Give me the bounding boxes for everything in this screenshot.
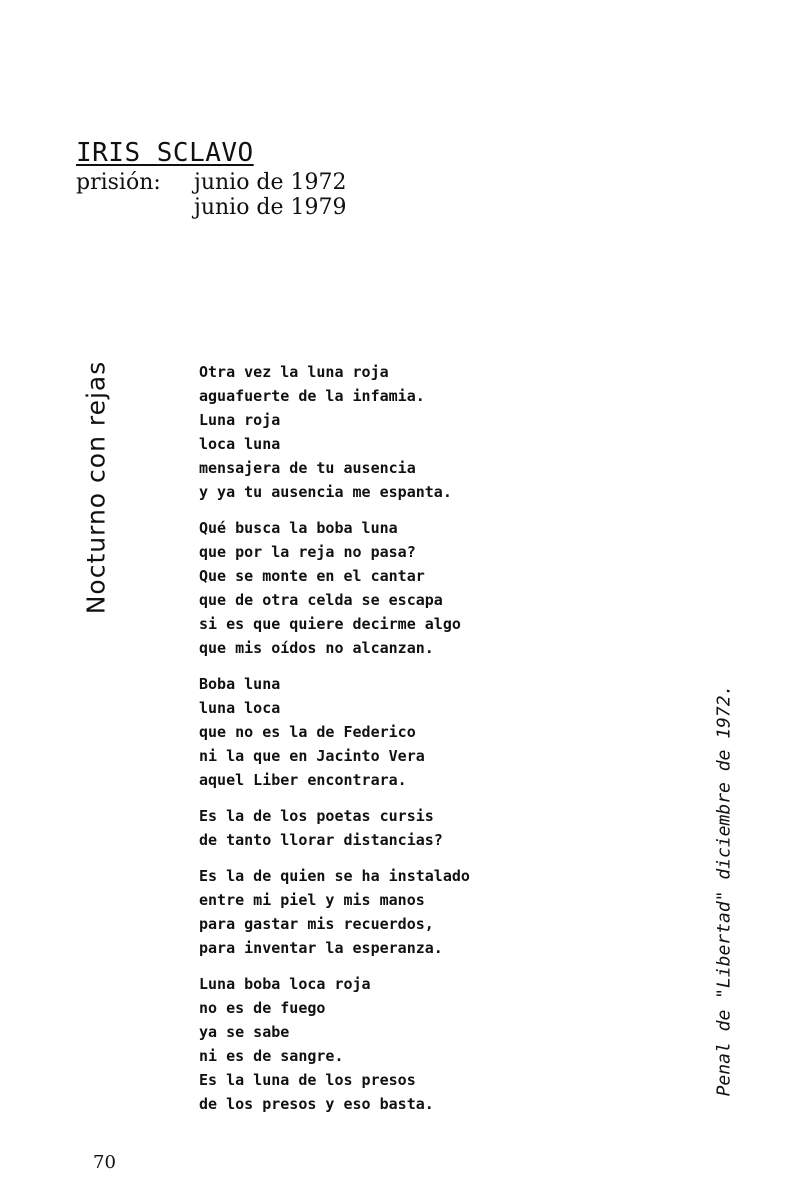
poem-body <box>199 360 669 1128</box>
author-name: IRIS SCLAVO <box>76 138 254 168</box>
poem-line: aguafuerte de la infamia. <box>199 387 425 405</box>
poem-line: Es la de los poetas cursis <box>199 807 434 825</box>
page-number: 70 <box>93 1152 116 1173</box>
poem-line: mensajera de tu ausencia <box>199 459 416 477</box>
stanza-2 <box>199 516 669 660</box>
stanza-1 <box>199 360 669 504</box>
stanza-4 <box>199 804 669 852</box>
poem-line: de tanto llorar distancias? <box>199 831 443 849</box>
poem-line: Luna boba loca roja <box>199 975 371 993</box>
poem-line: Es la luna de los presos <box>199 1071 416 1089</box>
poem-line: que no es la de Federico <box>199 723 416 741</box>
poem-line: entre mi piel y mis manos <box>199 891 425 909</box>
poem-line: ni la que en Jacinto Vera <box>199 747 425 765</box>
side-note <box>704 655 744 1125</box>
poem-line: Luna roja <box>199 411 281 429</box>
poem-line: y ya tu ausencia me espanta. <box>199 483 452 501</box>
prison-label: prisión: <box>76 170 161 195</box>
poem-line: para inventar la esperanza. <box>199 939 443 957</box>
poem-line: ya se sabe <box>199 1023 290 1041</box>
poem-line: ni es de sangre. <box>199 1047 344 1065</box>
stanza-5 <box>199 864 669 960</box>
prison-dates-block <box>76 170 347 220</box>
poem-title <box>74 356 118 618</box>
poem-line: Qué busca la boba luna <box>199 519 398 537</box>
side-note-text: Penal de "Libertad" diciembre de 1972. <box>713 684 735 1096</box>
poem-line: que mis oídos no alcanzan. <box>199 639 434 657</box>
prison-row-end <box>76 195 347 220</box>
author-header <box>76 138 396 168</box>
poem-title-text: Nocturno con rejas <box>81 360 111 614</box>
poem-line: si es que quiere decirme algo <box>199 615 461 633</box>
prison-date-end: junio de 1979 <box>194 195 347 220</box>
stanza-3 <box>199 672 669 792</box>
poem-line: Que se monte en el cantar <box>199 567 425 585</box>
poem-line: Es la de quien se ha instalado <box>199 867 470 885</box>
poem-line: que por la reja no pasa? <box>199 543 416 561</box>
prison-row-start <box>76 170 347 195</box>
poem-line: aquel Liber encontrara. <box>199 771 407 789</box>
poem-line: Otra vez la luna roja <box>199 363 389 381</box>
prison-date-start: junio de 1972 <box>194 170 347 195</box>
poem-line: no es de fuego <box>199 999 326 1017</box>
poem-line: luna loca <box>199 699 281 717</box>
poem-line: loca luna <box>199 435 281 453</box>
poem-line: de los presos y eso basta. <box>199 1095 434 1113</box>
poem-line: que de otra celda se escapa <box>199 591 443 609</box>
poem-line: Boba luna <box>199 675 281 693</box>
poem-line: para gastar mis recuerdos, <box>199 915 434 933</box>
prison-label-spacer <box>76 195 194 220</box>
stanza-6 <box>199 972 669 1116</box>
